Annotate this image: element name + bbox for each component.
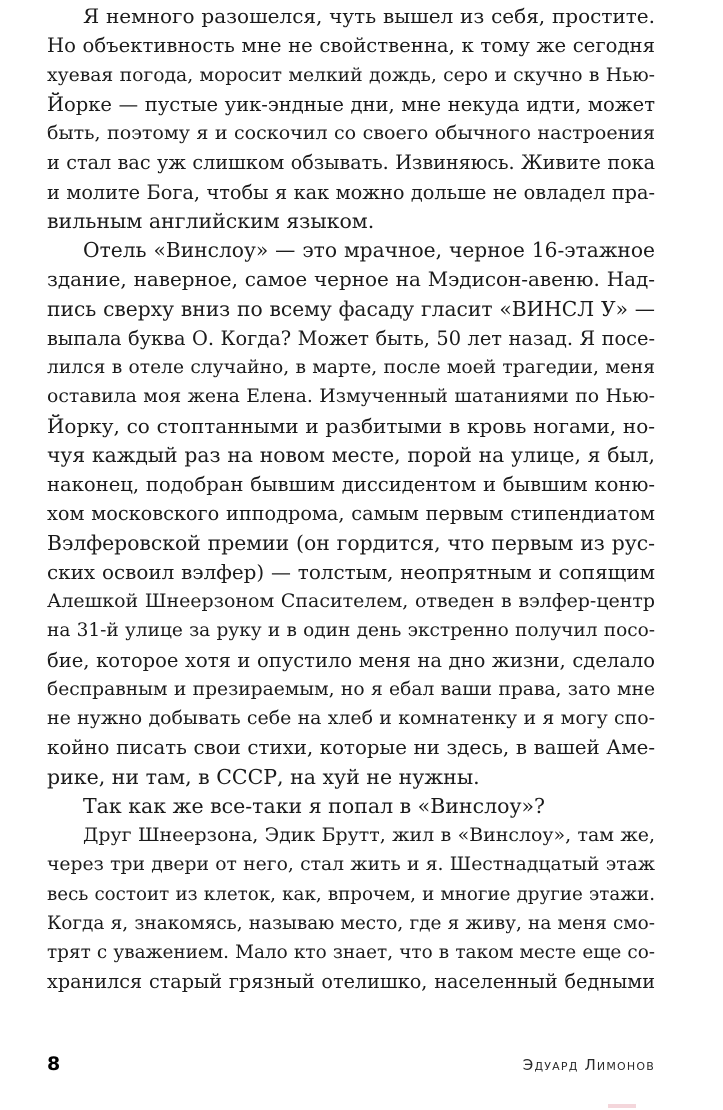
- body-text: [47, 2, 655, 997]
- text-line: хранился старый грязный отелишко, населенный бедными: [47, 970, 655, 994]
- text-line: Так как же все-таки я попал в «Винслоу»?: [83, 793, 546, 818]
- text-line: быть, поэтому я и соскочил со своего обычного настроения: [47, 122, 655, 144]
- text-line: вильным английским языком.: [47, 208, 375, 233]
- text-line: хуевая погода, моросит мелкий дождь, серо и скучно в Нью-: [47, 64, 655, 86]
- text-line: Алешкой Шнеерзоном Спасителем, отведен в вэлфер-центр: [47, 590, 655, 612]
- text-line: оставила моя жена Елена. Измученный шатаниями по Нью-: [47, 386, 655, 408]
- text-line: пись сверху вниз по всему фасаду гласит «ВИНСЛ У» —: [47, 296, 655, 321]
- text-line: Йорке — пустые уик-эндные дни, мне некуда идти, может: [47, 92, 655, 116]
- text-line: через три двери от него, стал жить и я. Шестнадцатый этаж: [47, 854, 655, 876]
- text-line: бесправным и презираемым, но я ебал ваши права, зато мне: [47, 678, 655, 700]
- text-line: трят с уважением. Мало кто знает, что в таком месте еще со-: [47, 942, 655, 963]
- text-line: Вэлферовской премии (он гордится, что первым из рус-: [47, 530, 655, 555]
- text-line: Я немного разошелся, чуть вышел из себя, простите.: [83, 4, 655, 28]
- text-line: и молите Бога, чтобы я как можно дольше не овладел пра-: [47, 180, 655, 204]
- text-line: наконец, подобран бывшим диссидентом и бывшим коню-: [47, 473, 655, 496]
- text-line: Отель «Винслоу» — это мрачное, черное 16-этажное: [83, 238, 655, 262]
- text-line: чуя каждый раз на новом месте, порой на улице, я был,: [47, 442, 655, 467]
- text-line: койно писать свои стихи, которые ни здесь, в вашей Аме-: [47, 736, 655, 760]
- text-line: хом московского ипподрома, самым первым стипендиатом: [47, 502, 655, 526]
- page-edge-mark: [608, 1104, 636, 1108]
- text-line: рике, ни там, в СССР, на хуй не нужны.: [47, 764, 480, 789]
- text-line: здание, наверное, самое черное на Мэдисон-авеню. Над-: [47, 268, 655, 292]
- text-line: и стал вас уж слишком обзывать. Извиняюсь. Живите пока: [47, 151, 655, 175]
- running-footer-author: Эдуард Лимонов: [522, 1056, 655, 1074]
- text-line: Но объективность мне не свойственна, к тому же сегодня: [47, 34, 655, 58]
- text-line: Друг Шнеерзона, Эдик Брутт, жил в «Винслоу», там же,: [83, 824, 655, 846]
- text-line: Йорку, со стоптанными и разбитыми в кровь ногами, но-: [47, 413, 655, 438]
- text-line: ских освоил вэлфер) — толстым, неопрятным и сопящим: [47, 559, 655, 584]
- text-line: на 31-й улице за руку и в один день экстренно получил посо-: [47, 620, 655, 642]
- page-number: 8: [47, 1053, 61, 1075]
- text-line: Когда я, знакомясь, называю место, где я живу, на меня смо-: [47, 912, 655, 934]
- text-line: не нужно добывать себе на хлеб и комнатенку и я могу спо-: [47, 707, 655, 729]
- text-line: выпала буква О. Когда? Может быть, 50 лет назад. Я посе-: [47, 326, 655, 350]
- text-line: весь состоит из клеток, как, впрочем, и многие другие этажи.: [47, 883, 655, 905]
- text-line: бие, которое хотя и опустило меня на дно жизни, сделало: [47, 648, 655, 672]
- text-line: лился в отеле случайно, в марте, после моей трагедии, меня: [47, 357, 655, 378]
